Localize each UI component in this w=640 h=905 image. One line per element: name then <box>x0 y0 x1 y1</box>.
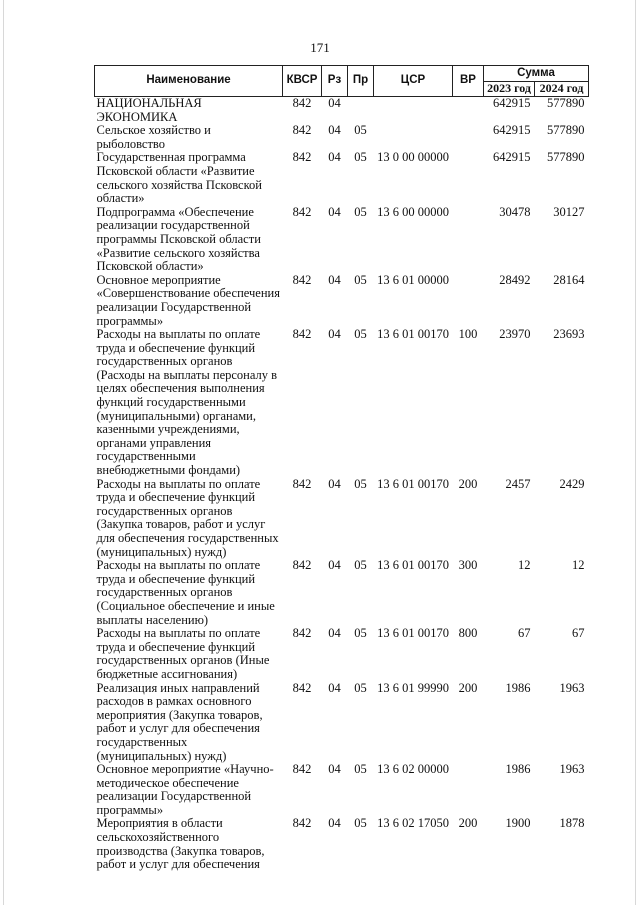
row-sum-2024: 2429 <box>559 476 585 491</box>
row-sum-2023: 1986 <box>505 680 531 695</box>
row-vr: 300 <box>458 558 478 573</box>
table-row <box>95 682 589 764</box>
row-pr: 05 <box>354 762 367 777</box>
header-kvsr: КВСР <box>283 66 322 97</box>
table-row <box>95 97 589 125</box>
row-name: Расходы на выплаты по оплате труда и обеспечение функций государственных органов (Социальное обеспечение и иные выплаты населению) <box>96 558 275 627</box>
row-sum-2024: 577890 <box>547 123 585 138</box>
row-sum-2023: 12 <box>518 558 531 573</box>
row-name: Реализация иных направлений расходов в рамках основного мероприятия (Закупка товаров, работ и услуг для обеспечения государственных (муниципальных) нужд) <box>96 680 263 763</box>
row-sum-2024: 577890 <box>547 150 585 165</box>
row-sum-2023: 1986 <box>505 762 531 777</box>
row-pr: 05 <box>354 150 367 165</box>
table-row <box>95 817 589 871</box>
row-name: Государственная программа Псковской области «Развитие сельского хозяйства Псковской области» <box>96 150 262 206</box>
header-sum: Сумма <box>484 66 589 82</box>
table-row <box>95 328 589 478</box>
header-year-2023: 2023 год <box>484 82 535 97</box>
row-name: Сельское хозяйство и рыболовство <box>96 123 211 151</box>
header-csr: ЦСР <box>374 66 453 97</box>
table-row <box>95 151 589 205</box>
header-vr: ВР <box>453 66 484 97</box>
row-vr <box>453 124 484 151</box>
row-pr: 05 <box>354 558 367 573</box>
row-vr: 800 <box>458 626 478 641</box>
row-csr <box>374 124 453 151</box>
row-kvsr: 842 <box>292 123 312 138</box>
row-rz: 04 <box>328 204 341 219</box>
row-sum-2023: 642915 <box>493 150 531 165</box>
row-kvsr: 842 <box>292 327 312 342</box>
row-sum-2024: 67 <box>572 626 585 641</box>
row-kvsr: 842 <box>292 680 312 695</box>
row-sum-2024: 1963 <box>559 680 585 695</box>
page-right-edge <box>635 0 636 905</box>
row-name: Расходы на выплаты по оплате труда и обеспечение функций государственных органов (Расходы на выплаты персоналу в целях обеспечения выполнения функций государственными (муниципальными) органами, казенными учреждениями, органами управления государственными внебюджетными фондами) <box>96 327 278 478</box>
row-kvsr: 842 <box>292 476 312 491</box>
row-name: Основное мероприятие «Научно-методическое обеспечение реализации Государственной программы» <box>96 762 274 817</box>
table-row <box>95 124 589 151</box>
row-kvsr: 842 <box>292 762 312 777</box>
budget-table <box>94 65 589 872</box>
row-name: Мероприятия в области сельскохозяйственного производства (Закупка товаров, работ и услуг для обеспечения <box>96 816 265 872</box>
row-rz: 04 <box>328 558 341 573</box>
row-csr: 13 6 02 17050 <box>377 816 449 831</box>
table-header <box>95 66 589 97</box>
row-rz: 04 <box>328 476 341 491</box>
row-kvsr: 842 <box>292 204 312 219</box>
header-pr: Пр <box>348 66 374 97</box>
table-row <box>95 763 589 817</box>
row-sum-2023: 30478 <box>499 204 531 219</box>
row-name: Подпрограмма «Обеспечение реализации государственной программы Псковской области «Развитие сельского хозяйства Псковской области» <box>96 204 261 274</box>
row-name: Расходы на выплаты по оплате труда и обеспечение функций государственных органов (Закупка товаров, работ и услуг для обеспечения государственных (муниципальных) нужд) <box>96 476 279 559</box>
table-row <box>95 559 589 627</box>
table-row <box>95 274 589 328</box>
row-name: Расходы на выплаты по оплате труда и обеспечение функций государственных органов (Иные бюджетные ассигнования) <box>96 626 270 681</box>
row-kvsr: 842 <box>292 96 312 110</box>
row-pr: 05 <box>354 327 367 342</box>
row-rz: 04 <box>328 680 341 695</box>
header-year-2024: 2024 год <box>535 82 589 97</box>
row-name: НАЦИОНАЛЬНАЯ ЭКОНОМИКА <box>96 96 202 124</box>
row-csr: 13 6 02 00000 <box>377 762 449 777</box>
row-csr: 13 6 01 00170 <box>377 476 449 491</box>
row-sum-2024: 23693 <box>553 327 585 342</box>
table-row <box>95 206 589 274</box>
row-rz: 04 <box>328 626 341 641</box>
row-sum-2024: 28164 <box>553 272 585 287</box>
row-rz: 04 <box>328 123 341 138</box>
row-vr <box>453 206 484 274</box>
row-name: Основное мероприятие «Совершенствование обеспечения реализации Государственной программы» <box>96 272 280 328</box>
row-csr: 13 6 01 00170 <box>377 626 449 641</box>
row-sum-2023: 28492 <box>499 272 531 287</box>
table-row <box>95 627 589 681</box>
row-csr: 13 6 01 00170 <box>377 327 449 342</box>
row-rz: 04 <box>328 762 341 777</box>
row-vr: 200 <box>458 476 478 491</box>
row-pr: 05 <box>354 680 367 695</box>
row-csr: 13 6 00 00000 <box>377 204 449 219</box>
row-pr: 05 <box>354 204 367 219</box>
row-vr <box>453 763 484 817</box>
page-left-edge <box>3 0 4 905</box>
row-csr: 13 0 00 00000 <box>377 150 449 165</box>
row-rz: 04 <box>328 150 341 165</box>
table-body <box>95 97 589 872</box>
row-sum-2023: 642915 <box>493 96 531 110</box>
row-csr: 13 6 01 99990 <box>377 680 449 695</box>
row-vr: 200 <box>458 816 478 831</box>
row-vr: 100 <box>458 327 478 342</box>
row-sum-2024: 1878 <box>559 816 585 831</box>
row-pr: 05 <box>354 816 367 831</box>
row-csr: 13 6 01 00000 <box>377 272 449 287</box>
row-kvsr: 842 <box>292 150 312 165</box>
row-sum-2024: 1963 <box>559 762 585 777</box>
row-pr: 05 <box>354 123 367 138</box>
row-pr: 05 <box>354 272 367 287</box>
row-vr <box>453 274 484 328</box>
row-csr <box>374 97 453 125</box>
row-sum-2023: 2457 <box>505 476 531 491</box>
row-kvsr: 842 <box>292 816 312 831</box>
row-vr <box>453 151 484 205</box>
row-sum-2024: 30127 <box>553 204 585 219</box>
row-sum-2023: 642915 <box>493 123 531 138</box>
row-pr: 05 <box>354 626 367 641</box>
row-sum-2023: 1900 <box>505 816 531 831</box>
row-vr: 200 <box>458 680 478 695</box>
row-kvsr: 842 <box>292 272 312 287</box>
row-rz: 04 <box>328 816 341 831</box>
row-sum-2023: 23970 <box>499 327 531 342</box>
table-row <box>95 478 589 560</box>
row-rz: 04 <box>328 96 341 110</box>
row-pr <box>348 97 374 125</box>
row-csr: 13 6 01 00170 <box>377 558 449 573</box>
row-sum-2024: 577890 <box>547 96 585 110</box>
row-pr: 05 <box>354 476 367 491</box>
header-rz: Рз <box>322 66 348 97</box>
row-vr <box>453 97 484 125</box>
row-rz: 04 <box>328 327 341 342</box>
row-kvsr: 842 <box>292 626 312 641</box>
row-sum-2024: 12 <box>572 558 585 573</box>
row-kvsr: 842 <box>292 558 312 573</box>
page-number: 171 <box>310 40 330 55</box>
row-sum-2023: 67 <box>518 626 531 641</box>
header-name: Наименование <box>95 66 283 97</box>
row-rz: 04 <box>328 272 341 287</box>
